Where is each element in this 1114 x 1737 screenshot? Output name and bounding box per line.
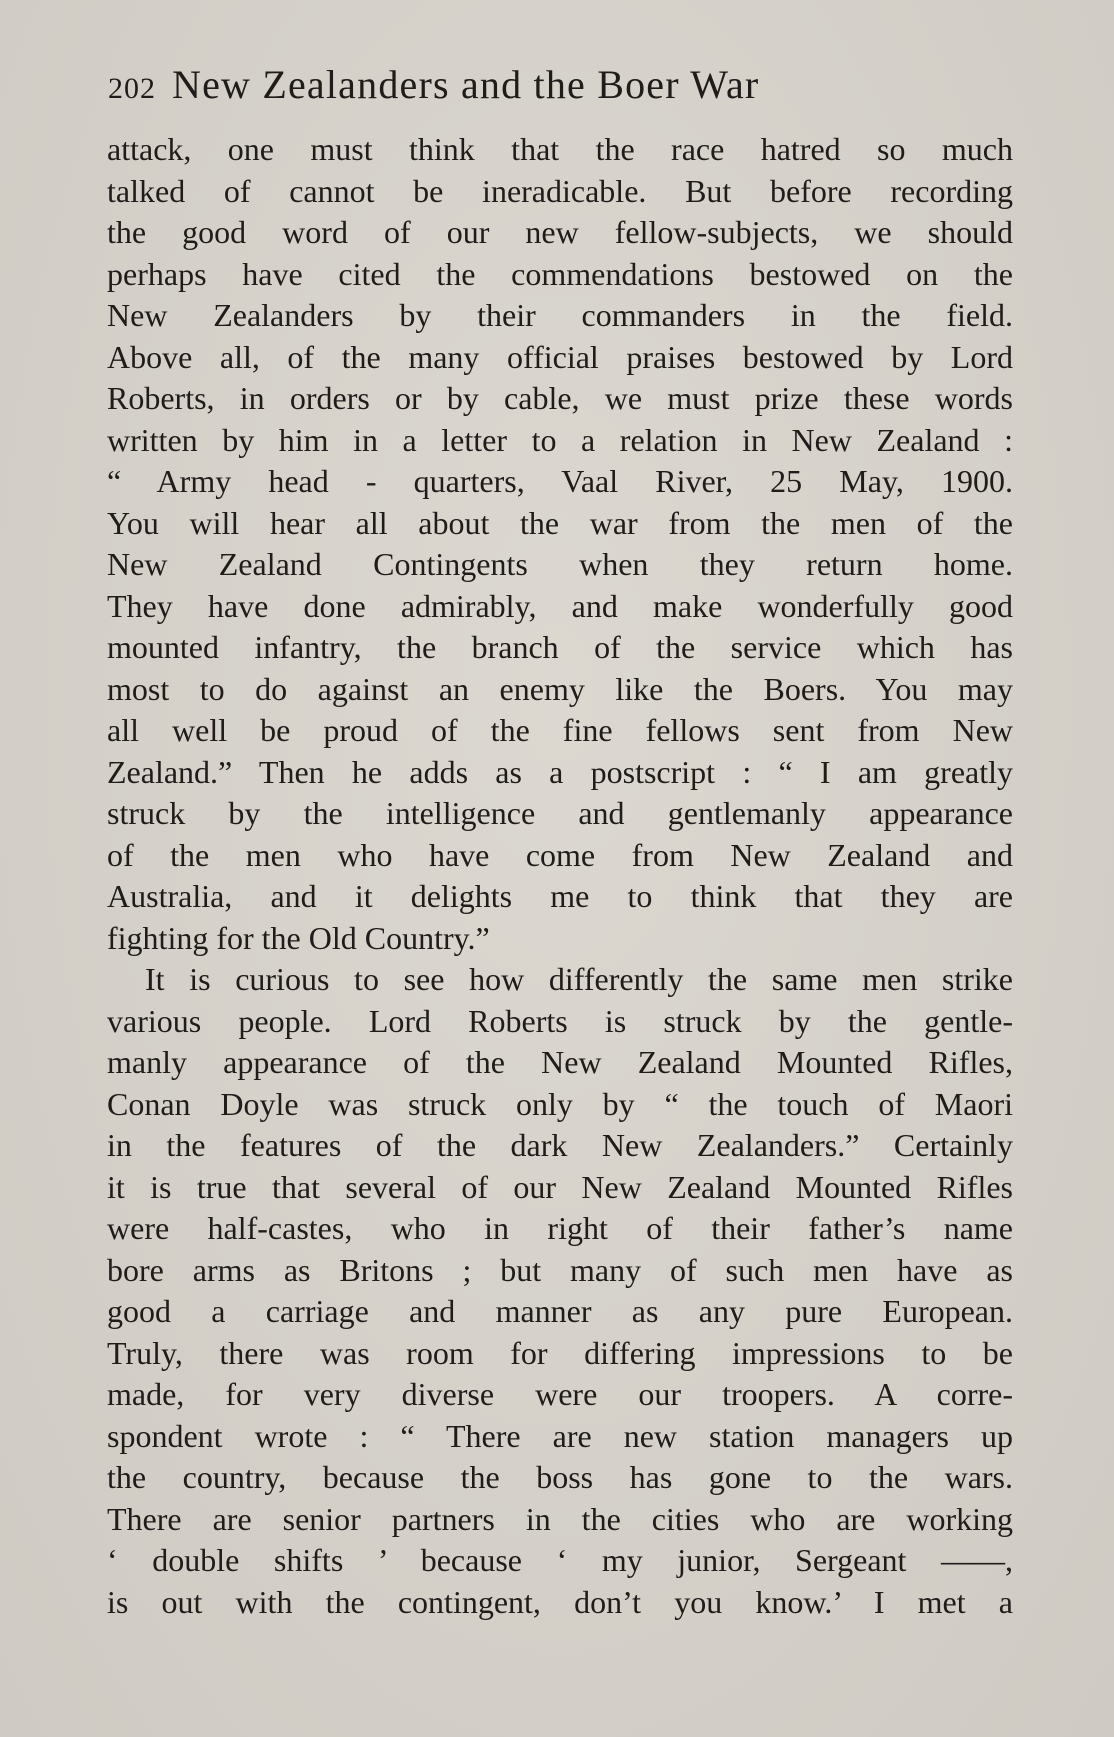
text-line: the country, because the boss has gone to the wars. [107,1459,1013,1495]
text-line: it is true that several of our New Zealand Mounted Rifles [107,1168,1013,1205]
text-line: New Zealanders by their commanders in the field. [107,297,1013,333]
text-line: manly appearance of the New Zealand Mounted Rifles, [107,1044,1013,1080]
text-line: Above all, of the many official praises bestowed by Lord [107,338,1013,375]
text-line: spondent wrote : “ There are new station managers up [107,1417,1013,1454]
text-line: Truly, there was room for differing impressions to be [107,1334,1013,1371]
text-line: in the features of the dark New Zealanders.” Certainly [107,1127,1013,1163]
text-line: There are senior partners in the cities who are working [107,1500,1013,1537]
text-line: made, for very diverse were our troopers. A corre- [107,1376,1013,1412]
text-line: good a carriage and manner as any pure European. [107,1293,1013,1329]
page-number: 202 [108,72,156,105]
text-line: “ Army head - quarters, Vaal River, 25 May, 1900. [107,463,1013,499]
text-line: Zealand.” Then he adds as a postscript : “ I am greatly [107,753,1013,790]
text-line: various people. Lord Roberts is struck by the gentle- [107,1002,1013,1039]
text-line: ‘ double shifts ’ because ‘ my junior, Sergeant ——, [107,1542,1013,1578]
text-line: written by him in a letter to a relation in New Zealand : [107,421,1013,458]
text-line: They have done admirably, and make wonderfully good [107,587,1013,624]
text-line: attack, one must think that the race hatred so much [107,131,1013,167]
text-line: mounted infantry, the branch of the service which has [107,629,1013,665]
text-line: most to do against an enemy like the Boers. You may [107,670,1013,707]
text-line: talked of cannot be ineradicable. But before recording [107,172,1013,209]
text-line: struck by the intelligence and gentlemanly appearance [107,795,1013,831]
text-line: New Zealand Contingents when they return home. [107,546,1013,582]
text-line: Australia, and it delights me to think that they are [107,878,1013,914]
text-line: perhaps have cited the commendations bestowed on the [107,255,1013,292]
chapter-title: New Zealanders and the Boer War [172,62,760,107]
text-line: fighting for the Old Country.” [107,919,490,956]
text-line: Roberts, in orders or by cable, we must prize these words [107,380,1013,416]
text-line: bore arms as Britons ; but many of such men have as [107,1251,1013,1288]
text-line: Conan Doyle was struck only by “ the touch of Maori [107,1085,1013,1122]
text-line: It is curious to see how differently the same men strike [145,961,1013,997]
text-line: is out with the contingent, don’t you know.’ I met a [107,1583,1013,1620]
running-head [108,60,1008,110]
text-line: of the men who have come from New Zealand and [107,836,1013,873]
body-text [107,129,1013,1623]
text-line: all well be proud of the fine fellows sent from New [107,712,1013,748]
text-line: the good word of our new fellow-subjects, we should [107,214,1013,250]
text-line: You will hear all about the war from the men of the [107,504,1013,541]
text-line: were half-castes, who in right of their father’s name [107,1210,1013,1246]
